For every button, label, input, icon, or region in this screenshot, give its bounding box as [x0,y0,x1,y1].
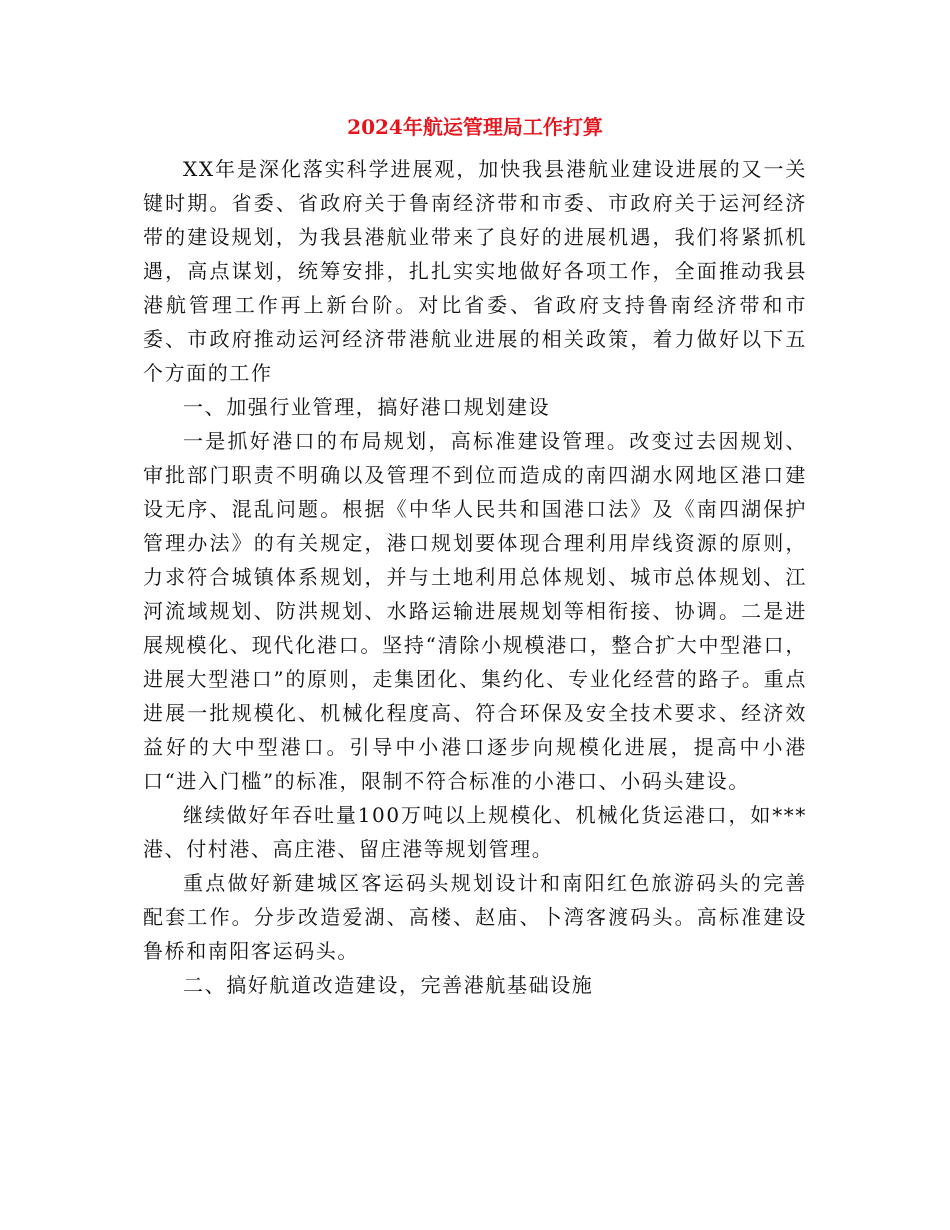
paragraph-intro: XX年是深化落实科学进展观，加快我县港航业建设进展的又一关键时期。省委、省政府关于鲁南经济带和市委、市政府关于运河经济带的建设规划，为我县港航业带来了良好的进展机遇，我们将紧抓机遇，高点谋划，统筹安排，扎扎实实地做好各项工作，全面推动我县港航管理工作再上新台阶。对比省委、省政府支持鲁南经济带和市委、市政府推动运河经济带港航业进展的相关政策，着力做好以下五个方面的工作 [143,157,807,385]
paragraph-passenger-terminals: 重点做好新建城区客运码头规划设计和南阳红色旅游码头的完善配套工作。分步改造爱湖、高楼、赵庙、卜湾客渡码头。高标准建设鲁桥和南阳客运码头。 [143,871,807,963]
paragraph-cargo-ports: 继续做好年吞吐量100万吨以上规模化、机械化货运港口，如***港、付村港、高庄港、留庄港等规划管理。 [143,803,807,861]
section-heading-1: 一、加强行业管理，搞好港口规划建设 [183,395,551,419]
document-title: 2024年航运管理局工作打算 [347,115,603,139]
document-body [143,152,807,1002]
section-heading-2: 二、搞好航道改造建设，完善港航基础设施 [183,973,594,997]
paragraph-port-planning: 一是抓好港口的布局规划，高标准建设管理。改变过去因规划、审批部门职责不明确以及管理不到位而造成的南四湖水网地区港口建设无序、混乱问题。根据《中华人民共和国港口法》及《南四湖保护管理办法》的有关规定，港口规划要体现合理利用岸线资源的原则，力求符合城镇体系规划，并与土地利用总体规划、城市总体规划、江河流域规划、防洪规划、水路运输进展规划等相衔接、协调。二是进展规模化、现代化港口。坚持“清除小规模港口，整合扩大中型港口，进展大型港口”的原则，走集团化、集约化、专业化经营的路子。重点进展一批规模化、机械化程度高、符合环保及安全技术要求、经济效益好的大中型港口。引导中小港口逐步向规模化进展，提高中小港口“进入门槛”的标准，限制不符合标准的小港口、小码头建设。 [143,429,807,793]
